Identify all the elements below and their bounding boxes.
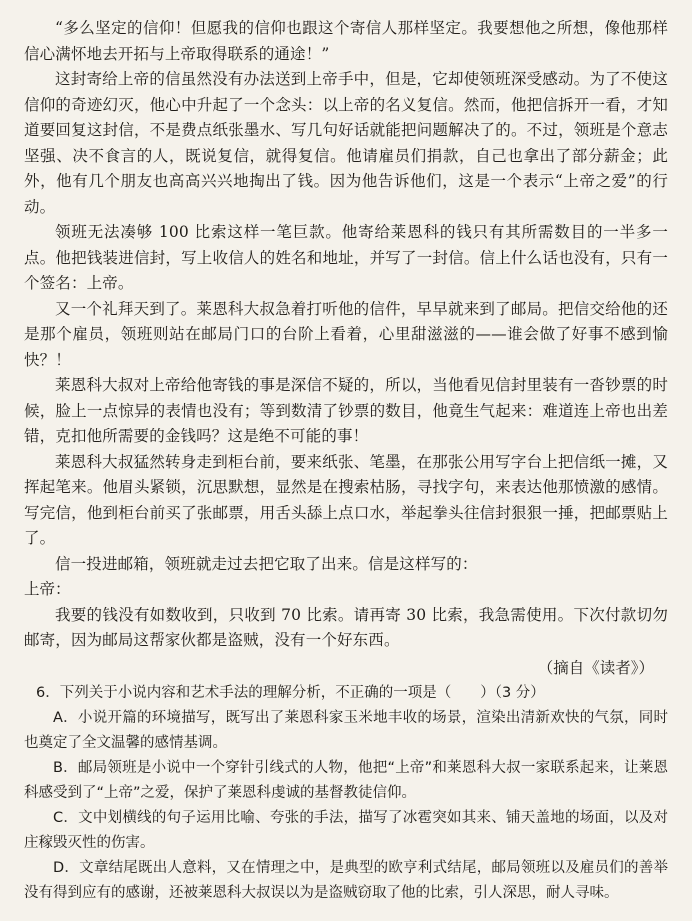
option-d[interactable]: D．文章结尾既出人意料，又在情理之中，是典型的欧亨利式结尾，邮局领班以及雇员们的善举没有得到应有的感谢，还被莱恩科大叔误以为是盗贼窃取了他的比索，引人深思，耐人寻味。 [24, 860, 668, 901]
option-b[interactable]: B．邮局领班是小说中一个穿针引线式的人物，他把“上帝”和莱恩科大叔一家联系起来，让莱恩科感受到了“上帝”之爱，保护了莱恩科虔诚的基督教徒信仰。 [24, 760, 668, 801]
story-paragraph: 莱恩科大叔猛然转身走到柜台前，要来纸张、笔墨，在那张公用写字台上把信纸一摊，又挥起笔来。他眉头紧锁，沉思默想，显然是在搜索枯肠，寻找字句，来表达他那愤激的感情。写完信，他到柜台前买了张邮票，用舌头舔上点口水，举起拳头往信封狠狠一捶，把邮票贴上了。 [24, 452, 668, 547]
letter-salutation: 上帝： [24, 580, 71, 598]
story-paragraph: 信一投进邮箱，领班就走过去把它取了出来。信是这样写的： [55, 554, 478, 573]
source-citation: （摘自《读者》） [537, 658, 654, 677]
story-paragraph: 这封寄给上帝的信虽然没有办法送到上帝手中，但是，它却使领班深受感动。为了不使这信仰的奇迹幻灭，他心中升起了一个念头：以上帝的名义复信。然而，他把信拆开一看，才知道要回复这封信，不是费点纸张墨水、写几句好话就能把问题解决了的。不过，领班是个意志坚强、决不食言的人，既说复信，就得复信。他请雇员们捐款，自己也拿出了部分薪金；此外，他有几个朋友也高高兴兴地掏出了钱。因为他告诉他们，这是一个表示“上帝之爱”的行动。 [24, 70, 668, 216]
story-paragraph: 莱恩科大叔对上帝给他寄钱的事是深信不疑的，所以，当他看见信封里装有一沓钞票的时候，脸上一点惊异的表情也没有；等到数清了钞票的数目，他竟生气起来：难道连上帝也出差错，克扣他所需要的金钱吗？这是绝不可能的事！ [24, 376, 668, 445]
story-paragraph: 又一个礼拜天到了。莱恩科大叔急着打听他的信件，早早就来到了邮局。把信交给他的还是那个雇员，领班则站在邮局门口的台阶上看着，心里甜滋滋的——谁会做了好事不感到愉快？！ [24, 299, 668, 369]
story-text [24, 16, 668, 681]
question-stem: 6．下列关于小说内容和艺术手法的理解分析，不正确的一项是（ ）（3 分） [36, 685, 545, 701]
option-a[interactable]: A．小说开篇的环境描写，既写出了莱恩科家玉米地丰收的场景，渲染出清新欢快的气氛，同时也奠定了全文温馨的感情基调。 [24, 710, 668, 751]
story-paragraph: “多么坚定的信仰！但愿我的信仰也跟这个寄信人那样坚定。我要想他之所想，像他那样信心满怀地去开拓与上帝取得联系的通途！” [24, 19, 668, 63]
option-c[interactable]: C．文中划横线的句子运用比喻、夸张的手法，描写了冰雹突如其来、铺天盖地的场面，以及对庄稼毁灭性的伤害。 [24, 810, 668, 851]
letter-body: 我要的钱没有如数收到，只收到 70 比索。请再寄 30 比索，我急需使用。下次付款切勿邮寄，因为邮局这帮家伙都是盗贼，没有一个好东西。 [24, 605, 668, 649]
story-paragraph: 领班无法凑够 100 比索这样一笔巨款。他寄给莱恩科的钱只有其所需数目的一半多一点。他把钱装进信封，写上收信人的姓名和地址，并写了一封信。信上什么话也没有，只有一个签名：上帝。 [24, 223, 668, 292]
question-6 [24, 681, 668, 906]
